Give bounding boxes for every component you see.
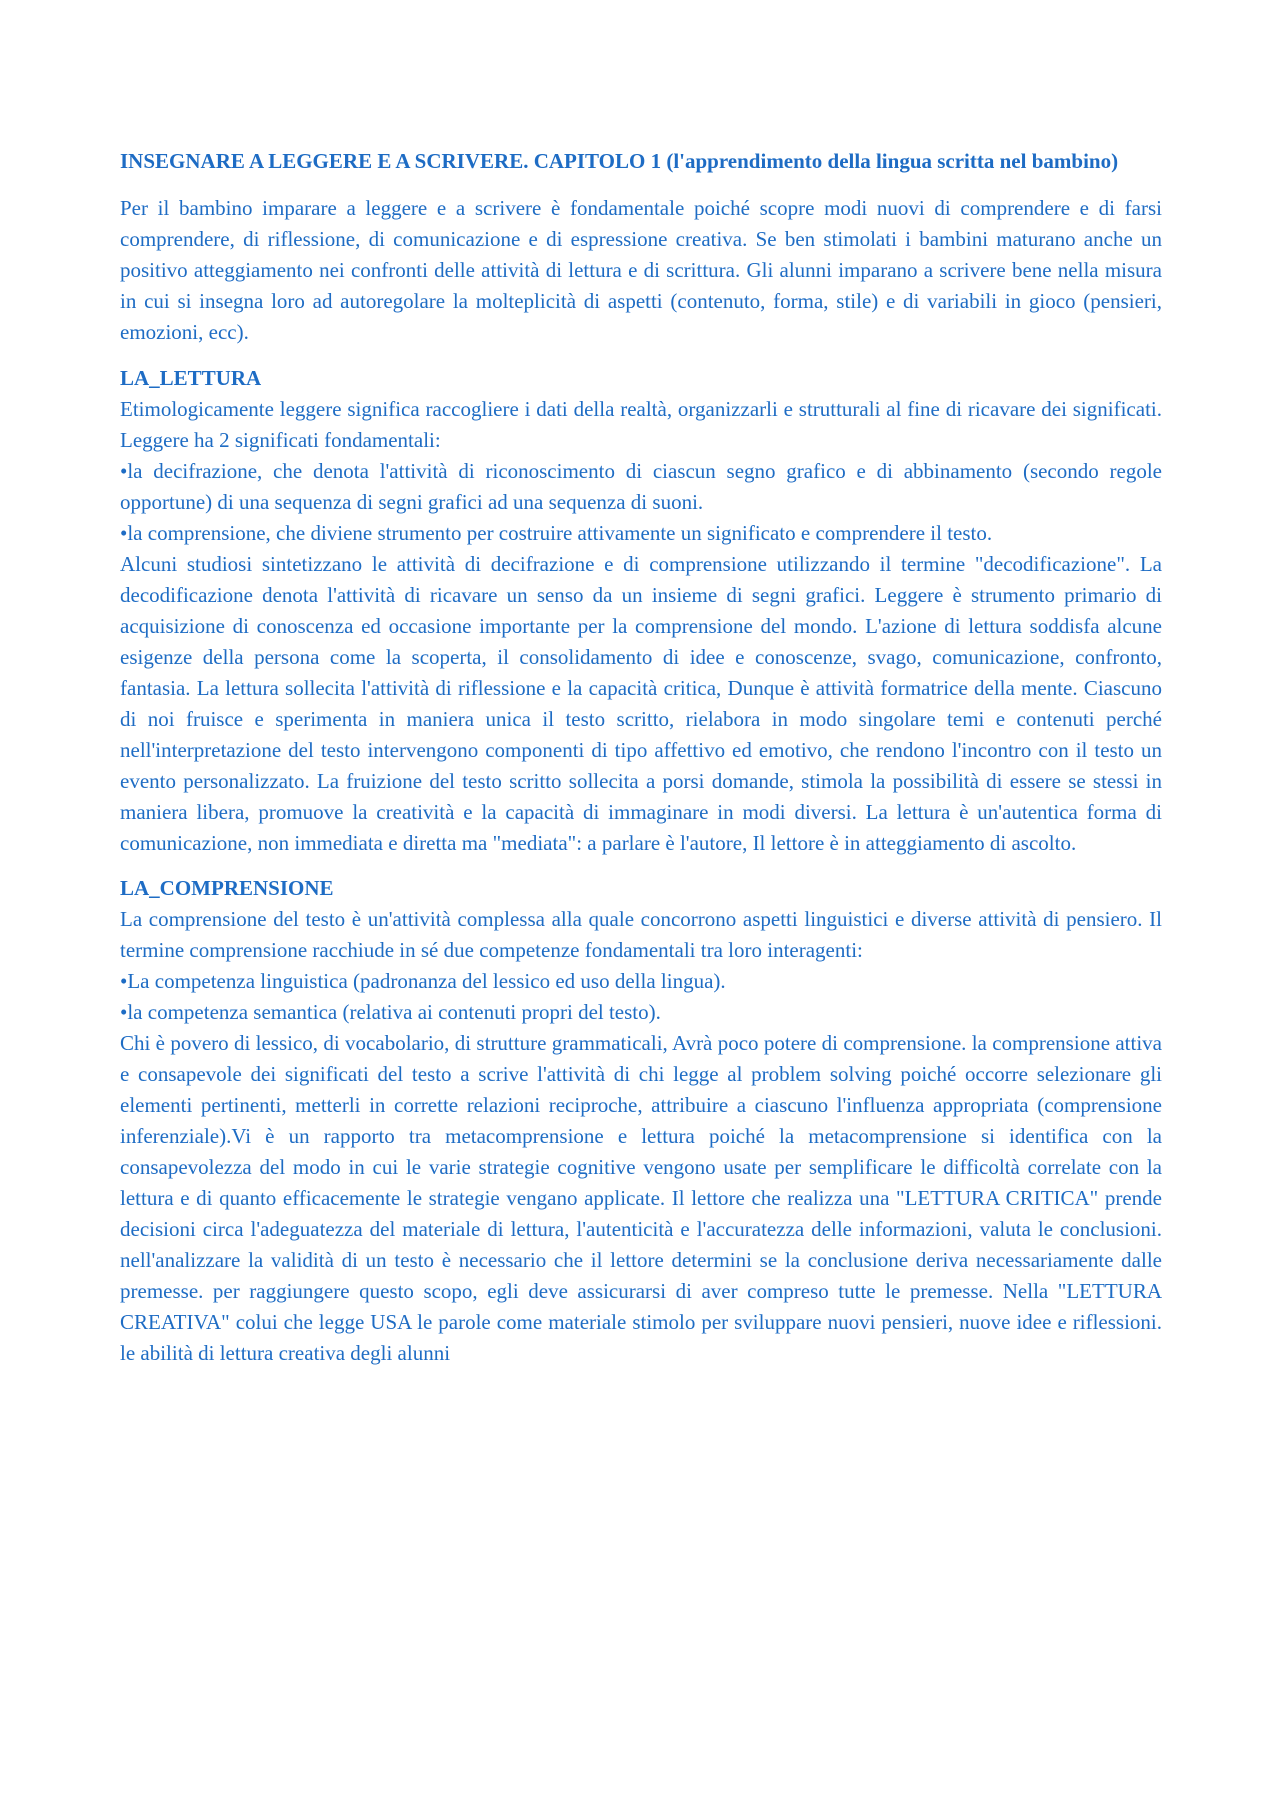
lettura-paragraph-2: Alcuni studiosi sintetizzano le attività di decifrazione e di comprensione utilizzando il termine "decodificazione". La decodificazione denota l'attività di ricavare un senso da un insieme di segni grafici. Leggere è strumento primario di acquisizione di conoscenza ed occasione importante per la comprensione del mondo. L'azione di lettura soddisfa alcune esigenze della persona come la scoperta, il consolidamento di idee e conoscenze, svago, comunicazione, confronto, fantasia. La lettura sollecita l'attività di riflessione e la capacità critica, Dunque è attività formatrice della mente. Ciascuno di noi fruisce e sperimenta in maniera unica il testo scritto, rielabora in modo singolare temi e contenuti perché nell'interpretazione del testo intervengono componenti di tipo affettivo ed emotivo, che rendono l'incontro con il testo un evento personalizzato. La fruizione del testo scritto sollecita a porsi domande, stimola la possibilità di essere se stessi in maniera libera, promuove la creatività e la capacità di immaginare in modi diversi. La lettura è un'autentica forma di comunicazione, non immediata e diretta ma "mediata": a parlare è l'autore, Il lettore è in atteggiamento di ascolto. xyxy=(120,552,1162,855)
section-lettura xyxy=(120,363,1162,859)
section-heading-comprensione: LA_COMPRENSIONE xyxy=(120,876,334,900)
document-page xyxy=(120,146,1162,1369)
document-title: INSEGNARE A LEGGERE E A SCRIVERE. CAPITOLO 1 (l'apprendimento della lingua scritta nel bambino) xyxy=(120,149,1119,173)
section-spacer xyxy=(120,859,1162,873)
comprensione-bullet-semantica: •la competenza semantica (relativa ai contenuti propri del testo). xyxy=(120,1000,661,1024)
lettura-paragraph-1: Etimologicamente leggere significa raccogliere i dati della realtà, organizzarli e strutturali al fine di ricavare dei significati. Leggere ha 2 significati fondamentali: xyxy=(120,397,1162,452)
section-comprensione xyxy=(120,873,1162,1369)
lettura-bullet-decifrazione: •la decifrazione, che denota l'attività di riconoscimento di ciascun segno grafico e di abbinamento (secondo regole opportune) di una sequenza di segni grafici ad una sequenza di suoni. xyxy=(120,459,1162,514)
lettura-bullet-comprensione: •la comprensione, che diviene strumento per costruire attivamente un significato e comprendere il testo. xyxy=(120,521,993,545)
section-heading-lettura: LA_LETTURA xyxy=(120,366,262,390)
intro-paragraph: Per il bambino imparare a leggere e a scrivere è fondamentale poiché scopre modi nuovi di comprendere e di farsi comprendere, di riflessione, di comunicazione e di espressione creativa. Se ben stimolati i bambini maturano anche un positivo atteggiamento nei confronti delle attività di lettura e di scrittura. Gli alunni imparano a scrivere bene nella misura in cui si insegna loro ad autoregolare la molteplicità di aspetti (contenuto, forma, stile) e di variabili in gioco (pensieri, emozioni, ecc). xyxy=(120,196,1162,344)
comprensione-paragraph-2: Chi è povero di lessico, di vocabolario, di strutture grammaticali, Avrà poco potere di comprensione. la comprensione attiva e consapevole dei significati del testo a scrive l'attività di chi legge al problem solving poiché occorre selezionare gli elementi pertinenti, metterli in corrette relazioni reciproche, attribuire a ciascuno l'influenza appropriata (comprensione inferenziale).Vi è un rapporto tra metacomprensione e lettura poiché la metacomprensione si identifica con la consapevolezza del modo in cui le varie strategie cognitive vengono usate per semplificare le difficoltà correlate con la lettura e di quanto efficacemente le strategie vengano applicate. Il lettore che realizza una "LETTURA CRITICA" prende decisioni circa l'adeguatezza del materiale di lettura, l'autenticità e l'accuratezza delle informazioni, valuta le conclusioni. nell'analizzare la validità di un testo è necessario che il lettore determini se la conclusione deriva necessariamente dalle premesse. per raggiungere questo scopo, egli deve assicurarsi di aver compreso tutte le premesse. Nella "LETTURA CREATIVA" colui che legge USA le parole come materiale stimolo per sviluppare nuovi pensieri, nuove idee e riflessioni. le abilità di lettura creativa degli alunni xyxy=(120,1031,1162,1365)
comprensione-bullet-linguistica: •La competenza linguistica (padronanza del lessico ed uso della lingua). xyxy=(120,969,726,993)
comprensione-paragraph-1: La comprensione del testo è un'attività complessa alla quale concorrono aspetti linguistici e diverse attività di pensiero. Il termine comprensione racchiude in sé due competenze fondamentali tra loro interagenti: xyxy=(120,907,1162,962)
